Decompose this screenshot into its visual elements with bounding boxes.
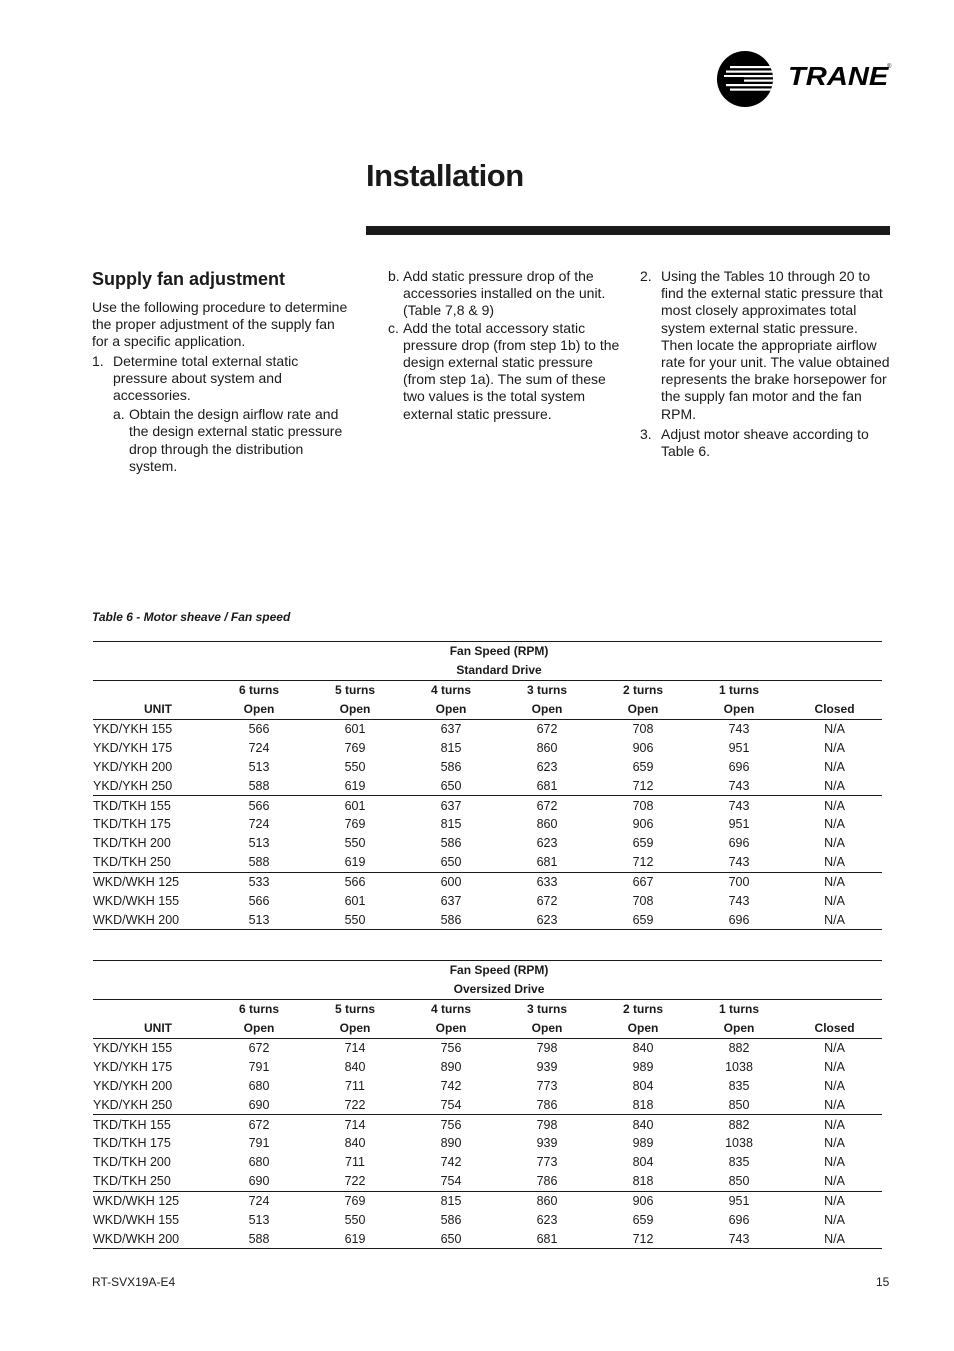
rpm-cell: 623 xyxy=(536,1213,558,1228)
rpm-cell: 601 xyxy=(307,796,403,815)
table-caption: Table 6 - Motor sheave / Fan speed xyxy=(92,610,291,624)
rpm-cell: 586 xyxy=(440,1213,462,1228)
table-row xyxy=(93,1134,882,1153)
rpm-cell: N/A xyxy=(824,1155,845,1170)
column-header-state: Closed xyxy=(814,702,855,717)
column-header-turns: 6 turns xyxy=(211,999,307,1018)
rpm-cell: 588 xyxy=(211,1229,307,1248)
column-header-state: Open xyxy=(435,702,467,717)
column-header-turns xyxy=(787,680,882,699)
sub-list-text: Add static pressure drop of the accessories installed on the unit. (Table 7,8 & 9) xyxy=(403,268,606,319)
rpm-cell: 550 xyxy=(307,910,403,929)
title-rule xyxy=(366,226,890,235)
rpm-cell: 743 xyxy=(691,796,787,815)
rpm-cell: 623 xyxy=(499,910,595,929)
rpm-cell: 619 xyxy=(344,778,366,793)
rpm-cell: 815 xyxy=(440,817,462,832)
rpm-cell: 696 xyxy=(728,836,750,851)
unit-cell: TKD/TKH 175 xyxy=(93,817,171,832)
rpm-cell: 951 xyxy=(691,1191,787,1210)
rpm-cell: N/A xyxy=(824,836,845,851)
rpm-cell: 601 xyxy=(307,719,403,738)
column-header-state: Open xyxy=(531,702,563,717)
fan-speed-table-standard xyxy=(93,641,882,930)
rpm-cell: 672 xyxy=(536,894,558,909)
column-header-state: Open xyxy=(243,702,275,717)
table-row xyxy=(93,892,882,911)
list-number: 3. xyxy=(640,425,652,442)
table-row xyxy=(93,872,882,891)
column-header-state: Open xyxy=(339,1021,371,1036)
column-header-turns: 1 turns xyxy=(691,680,787,699)
rpm-cell: 840 xyxy=(344,1136,366,1151)
column-header-turns xyxy=(787,999,882,1018)
rpm-cell: 513 xyxy=(211,910,307,929)
rpm-cell: 769 xyxy=(344,740,366,755)
list-number: 2. xyxy=(640,268,652,284)
logo-wordmark: TRANE xyxy=(788,61,889,91)
trane-logo-icon xyxy=(716,50,776,110)
rpm-cell: 815 xyxy=(440,740,462,755)
table-row xyxy=(93,1038,882,1057)
rpm-cell: 756 xyxy=(403,1038,499,1057)
column-header-turns: 4 turns xyxy=(403,999,499,1018)
rpm-cell: N/A xyxy=(824,817,845,832)
unit-cell: YKD/YKH 175 xyxy=(93,740,173,755)
rpm-cell: 906 xyxy=(632,817,654,832)
rpm-cell: 659 xyxy=(632,759,654,774)
rpm-cell: N/A xyxy=(787,1038,882,1057)
unit-cell: YKD/YKH 155 xyxy=(93,719,211,738)
table-row xyxy=(93,719,882,738)
rpm-cell: 681 xyxy=(536,778,558,793)
column-header-state: Open xyxy=(435,1021,467,1036)
column-header-state: Open xyxy=(339,702,371,717)
column-header-turns: 1 turns xyxy=(691,999,787,1018)
unit-cell: YKD/YKH 200 xyxy=(93,1078,173,1093)
rpm-cell: 659 xyxy=(632,836,654,851)
unit-cell: WKD/WKH 125 xyxy=(93,872,211,891)
table-row xyxy=(93,757,882,776)
rpm-cell: N/A xyxy=(787,796,882,815)
rpm-cell: 633 xyxy=(499,872,595,891)
rpm-cell: 773 xyxy=(536,1155,558,1170)
fan-speed-table-oversized xyxy=(93,960,882,1249)
table-row xyxy=(93,1229,882,1248)
column-header-turns: 6 turns xyxy=(211,680,307,699)
unit-cell: WKD/WKH 125 xyxy=(93,1191,211,1210)
rpm-cell: 743 xyxy=(691,719,787,738)
sub-list-item xyxy=(388,268,623,320)
list-item xyxy=(92,353,352,405)
drive-type-header: Standard Drive xyxy=(456,663,542,678)
drive-type-header: Oversized Drive xyxy=(453,982,545,997)
rpm-cell: N/A xyxy=(824,740,845,755)
rpm-cell: 650 xyxy=(440,855,462,870)
rpm-cell: 672 xyxy=(211,1115,307,1134)
rpm-cell: 637 xyxy=(440,894,462,909)
table-row xyxy=(93,1191,882,1210)
rpm-cell: 722 xyxy=(344,1174,366,1189)
rpm-cell: 623 xyxy=(536,836,558,851)
rpm-cell: N/A xyxy=(824,894,845,909)
rpm-cell: 650 xyxy=(440,778,462,793)
rpm-cell: N/A xyxy=(824,778,845,793)
unit-cell: YKD/YKH 250 xyxy=(93,778,173,793)
rpm-cell: 906 xyxy=(595,1191,691,1210)
rpm-cell: 690 xyxy=(248,1174,270,1189)
rpm-cell: 791 xyxy=(248,1136,270,1151)
rpm-cell: 711 xyxy=(345,1078,365,1093)
rpm-cell: 586 xyxy=(440,836,462,851)
rpm-cell: 989 xyxy=(632,1136,654,1151)
table-row xyxy=(93,1076,882,1095)
rpm-cell: 659 xyxy=(632,1213,654,1228)
rpm-cell: 786 xyxy=(536,1174,558,1189)
rpm-cell: 566 xyxy=(307,872,403,891)
rpm-cell: 712 xyxy=(632,778,654,793)
unit-cell: WKD/WKH 200 xyxy=(93,910,211,929)
rpm-cell: N/A xyxy=(787,1191,882,1210)
group-header: Fan Speed (RPM) xyxy=(211,642,882,661)
rpm-cell: 742 xyxy=(440,1155,462,1170)
registered-mark: ® xyxy=(887,64,892,70)
table-row xyxy=(93,834,882,853)
unit-cell: WKD/WKH 155 xyxy=(93,1213,180,1228)
table-row xyxy=(93,910,882,929)
column-header-turns: 2 turns xyxy=(595,999,691,1018)
rpm-cell: 860 xyxy=(536,817,558,832)
rpm-cell: 690 xyxy=(248,1097,270,1112)
sub-list-letter: b. xyxy=(388,268,400,284)
rpm-cell: 743 xyxy=(728,894,750,909)
sub-list-letter: c. xyxy=(388,319,399,336)
rpm-cell: 906 xyxy=(632,740,654,755)
rpm-cell: 1038 xyxy=(725,1059,753,1074)
column-header-state: Open xyxy=(723,702,755,717)
sub-list-item xyxy=(388,320,623,423)
rpm-cell: 672 xyxy=(499,719,595,738)
unit-cell: TKD/TKH 155 xyxy=(93,796,211,815)
column-header-turns: 3 turns xyxy=(499,999,595,1018)
list-item xyxy=(640,426,892,460)
rpm-cell: 672 xyxy=(499,796,595,815)
sub-list-item xyxy=(92,406,352,475)
rpm-cell: 696 xyxy=(728,759,750,774)
unit-cell: TKD/TKH 200 xyxy=(93,836,171,851)
rpm-cell: 850 xyxy=(728,1174,750,1189)
table-row xyxy=(93,815,882,834)
rpm-cell: 951 xyxy=(728,740,750,755)
rpm-cell: 667 xyxy=(595,872,691,891)
rpm-cell: 550 xyxy=(344,1213,366,1228)
table-row xyxy=(93,1057,882,1076)
sub-list-text: Add the total accessory static pressure drop (from step 1b) to the design external static pressure (from step 1a). The sum of these two values is the total system external static pressure. xyxy=(403,319,620,422)
rpm-cell: N/A xyxy=(787,719,882,738)
rpm-cell: 586 xyxy=(440,759,462,774)
column-header-state: Closed xyxy=(814,1021,855,1036)
rpm-cell: 724 xyxy=(211,1191,307,1210)
table-row xyxy=(93,853,882,872)
rpm-cell: 566 xyxy=(248,894,270,909)
section-heading: Supply fan adjustment xyxy=(92,269,286,289)
rpm-cell: 798 xyxy=(499,1038,595,1057)
column-header-state: Open xyxy=(243,1021,275,1036)
table-row xyxy=(93,1172,882,1191)
rpm-cell: 566 xyxy=(211,719,307,738)
table-row xyxy=(93,1153,882,1172)
rpm-cell: 939 xyxy=(536,1136,558,1151)
rpm-cell: 714 xyxy=(307,1038,403,1057)
rpm-cell: 712 xyxy=(595,1229,691,1248)
text-column-1 xyxy=(92,268,352,475)
rpm-cell: 835 xyxy=(728,1155,750,1170)
table-row xyxy=(93,738,882,757)
column-header-state: Open xyxy=(531,1021,563,1036)
rpm-cell: 588 xyxy=(248,778,270,793)
rpm-cell: 882 xyxy=(691,1115,787,1134)
list-text: Using the Tables 10 through 20 to find the external static pressure that most closely approximates total system external static pressure. Then locate the appropriate airflow rate for your unit. The value obtained represents the brake horsepower for the supply fan motor and the fan RPM. xyxy=(661,268,890,422)
column-header-turns: 5 turns xyxy=(307,680,403,699)
column-header-turns: 5 turns xyxy=(307,999,403,1018)
rpm-cell: N/A xyxy=(824,1174,845,1189)
rpm-cell: 711 xyxy=(345,1155,365,1170)
column-header-state: Open xyxy=(723,1021,755,1036)
rpm-cell: 754 xyxy=(440,1097,462,1112)
rpm-cell: 659 xyxy=(595,910,691,929)
column-header-turns: 2 turns xyxy=(595,680,691,699)
rpm-cell: 722 xyxy=(344,1097,366,1112)
rpm-cell: N/A xyxy=(824,855,845,870)
rpm-cell: 681 xyxy=(499,1229,595,1248)
rpm-cell: 601 xyxy=(344,894,366,909)
rpm-cell: 708 xyxy=(632,894,654,909)
rpm-cell: 712 xyxy=(632,855,654,870)
column-header-unit: UNIT xyxy=(144,702,172,717)
rpm-cell: 742 xyxy=(440,1078,462,1093)
unit-cell: YKD/YKH 250 xyxy=(93,1097,173,1112)
rpm-cell: 754 xyxy=(440,1174,462,1189)
rpm-cell: 860 xyxy=(536,740,558,755)
rpm-cell: N/A xyxy=(824,1059,845,1074)
rpm-cell: 724 xyxy=(248,817,270,832)
list-text: Adjust motor sheave according to Table 6. xyxy=(661,425,869,460)
column-header-state: Open xyxy=(627,1021,659,1036)
rpm-cell: 700 xyxy=(691,872,787,891)
rpm-cell: N/A xyxy=(824,1078,845,1093)
rpm-cell: N/A xyxy=(824,759,845,774)
list-number: 1. xyxy=(92,352,104,369)
rpm-cell: 773 xyxy=(536,1078,558,1093)
rpm-cell: N/A xyxy=(824,1213,845,1228)
column-header-unit: UNIT xyxy=(144,1021,172,1036)
rpm-cell: 637 xyxy=(403,719,499,738)
unit-cell: TKD/TKH 250 xyxy=(93,855,171,870)
rpm-cell: 882 xyxy=(691,1038,787,1057)
sub-list-letter: a. xyxy=(113,406,125,423)
rpm-cell: 743 xyxy=(728,778,750,793)
rpm-cell: N/A xyxy=(787,910,882,929)
rpm-cell: 533 xyxy=(211,872,307,891)
rpm-cell: 756 xyxy=(403,1115,499,1134)
list-text: Determine total external static pressure about system and accessories. xyxy=(113,352,299,404)
rpm-cell: 513 xyxy=(248,836,270,851)
rpm-cell: 680 xyxy=(248,1078,270,1093)
rpm-cell: 681 xyxy=(536,855,558,870)
table-row xyxy=(93,1211,882,1230)
rpm-cell: 939 xyxy=(536,1059,558,1074)
page-title: Installation xyxy=(366,158,524,193)
group-header: Fan Speed (RPM) xyxy=(211,961,882,980)
unit-cell: TKD/TKH 250 xyxy=(93,1174,171,1189)
rpm-cell: 1038 xyxy=(725,1136,753,1151)
rpm-cell: N/A xyxy=(787,1115,882,1134)
rpm-cell: N/A xyxy=(787,872,882,891)
rpm-cell: 619 xyxy=(344,855,366,870)
unit-cell: TKD/TKH 175 xyxy=(93,1136,171,1151)
table-row xyxy=(93,1095,882,1114)
text-column-2 xyxy=(388,268,623,423)
rpm-cell: 989 xyxy=(632,1059,654,1074)
table-row xyxy=(93,776,882,795)
rpm-cell: 696 xyxy=(728,1213,750,1228)
rpm-cell: 835 xyxy=(728,1078,750,1093)
rpm-cell: 860 xyxy=(499,1191,595,1210)
unit-cell: YKD/YKH 200 xyxy=(93,759,173,774)
list-item xyxy=(640,268,892,423)
rpm-cell: 951 xyxy=(728,817,750,832)
rpm-cell: 588 xyxy=(248,855,270,870)
rpm-cell: 550 xyxy=(344,759,366,774)
unit-cell: WKD/WKH 200 xyxy=(93,1229,211,1248)
rpm-cell: 840 xyxy=(344,1059,366,1074)
rpm-cell: 724 xyxy=(248,740,270,755)
rpm-cell: 786 xyxy=(536,1097,558,1112)
rpm-cell: 586 xyxy=(403,910,499,929)
rpm-cell: N/A xyxy=(824,1136,845,1151)
rpm-cell: 890 xyxy=(440,1059,462,1074)
rpm-cell: 600 xyxy=(403,872,499,891)
column-header-state: Open xyxy=(627,702,659,717)
sub-list-text: Obtain the design airflow rate and the design external static pressure drop through the distribution system. xyxy=(129,406,343,474)
rpm-cell: 804 xyxy=(632,1078,654,1093)
unit-cell: YKD/YKH 175 xyxy=(93,1059,173,1074)
unit-cell: WKD/WKH 155 xyxy=(93,894,180,909)
rpm-cell: 637 xyxy=(403,796,499,815)
rpm-cell: 791 xyxy=(248,1059,270,1074)
rpm-cell: 708 xyxy=(595,796,691,815)
intro-paragraph: Use the following procedure to determine the proper adjustment of the supply fan for a specific application. xyxy=(92,299,348,350)
rpm-cell: 850 xyxy=(728,1097,750,1112)
rpm-cell: 743 xyxy=(691,1229,787,1248)
rpm-cell: 890 xyxy=(440,1136,462,1151)
text-column-3 xyxy=(640,268,892,463)
rpm-cell: 769 xyxy=(307,1191,403,1210)
trane-logo xyxy=(716,50,892,110)
rpm-cell: 550 xyxy=(344,836,366,851)
rpm-cell: N/A xyxy=(787,1229,882,1248)
unit-cell: TKD/TKH 155 xyxy=(93,1115,211,1134)
table-row xyxy=(93,796,882,815)
rpm-cell: 672 xyxy=(211,1038,307,1057)
column-header-turns: 3 turns xyxy=(499,680,595,699)
rpm-cell: 696 xyxy=(691,910,787,929)
rpm-cell: 708 xyxy=(595,719,691,738)
rpm-cell: 769 xyxy=(344,817,366,832)
rpm-cell: 513 xyxy=(248,759,270,774)
rpm-cell: N/A xyxy=(824,1097,845,1112)
rpm-cell: 804 xyxy=(632,1155,654,1170)
rpm-cell: 743 xyxy=(728,855,750,870)
rpm-cell: 840 xyxy=(595,1038,691,1057)
rpm-cell: 714 xyxy=(307,1115,403,1134)
unit-cell: YKD/YKH 155 xyxy=(93,1038,211,1057)
rpm-cell: 619 xyxy=(307,1229,403,1248)
rpm-cell: 818 xyxy=(632,1174,654,1189)
rpm-cell: 650 xyxy=(403,1229,499,1248)
column-header-turns: 4 turns xyxy=(403,680,499,699)
rpm-cell: 818 xyxy=(632,1097,654,1112)
page-number: 15 xyxy=(876,1275,890,1289)
rpm-cell: 513 xyxy=(248,1213,270,1228)
unit-cell: TKD/TKH 200 xyxy=(93,1155,171,1170)
document-number: RT-SVX19A-E4 xyxy=(92,1275,176,1289)
rpm-cell: 840 xyxy=(595,1115,691,1134)
table-row xyxy=(93,1115,882,1134)
rpm-cell: 680 xyxy=(248,1155,270,1170)
rpm-cell: 623 xyxy=(536,759,558,774)
rpm-cell: 815 xyxy=(403,1191,499,1210)
rpm-cell: 798 xyxy=(499,1115,595,1134)
rpm-cell: 566 xyxy=(211,796,307,815)
